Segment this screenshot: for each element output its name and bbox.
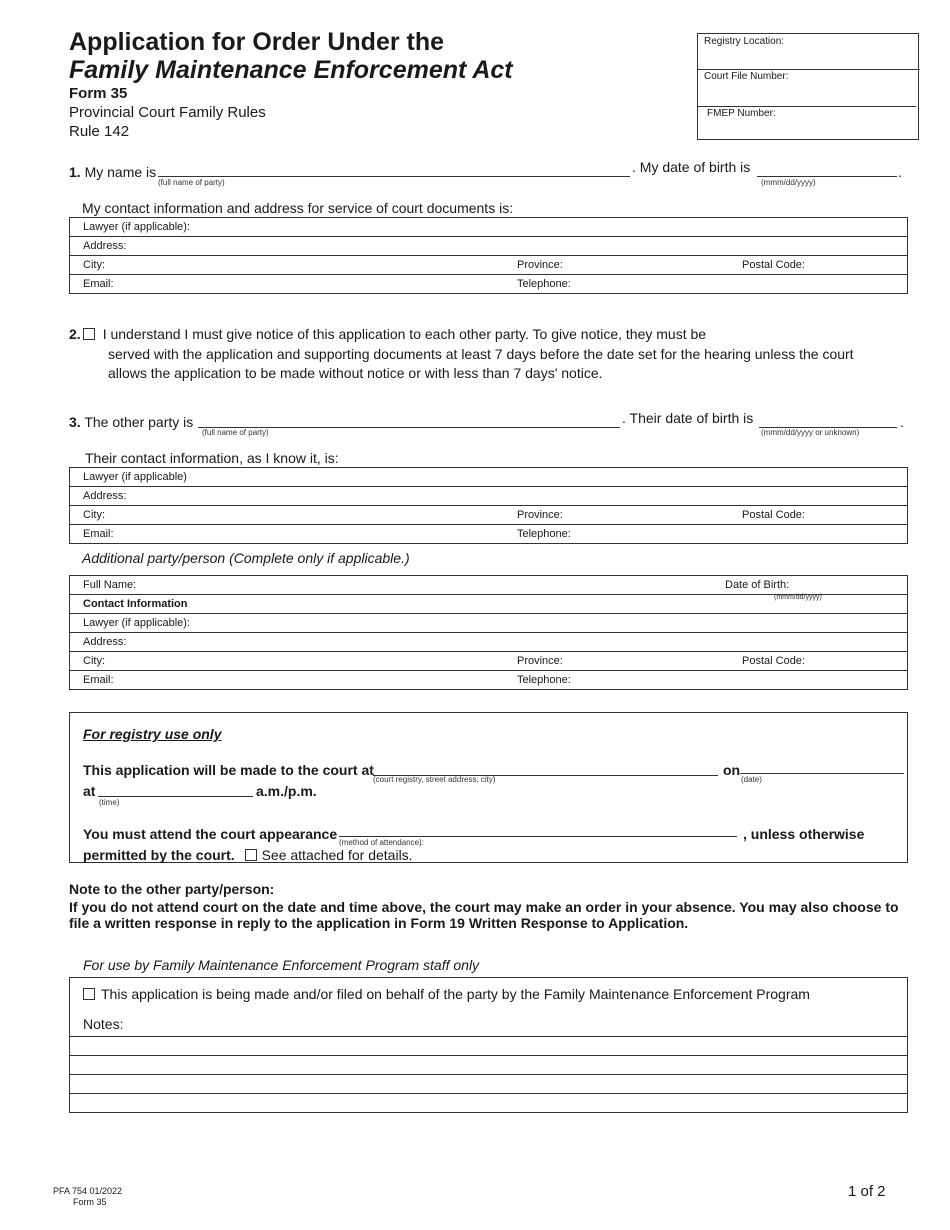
other-dob-end: . [900,414,904,430]
dob-end: . [898,164,902,180]
additional-email-field[interactable] [70,671,505,690]
full-name-label: Full Name: [83,579,137,591]
fmep-number-field[interactable] [698,108,918,119]
party-contact-table [69,217,908,294]
other-postal-code-field[interactable] [729,506,908,525]
address-label: Address: [83,636,127,648]
notes-line-2[interactable] [69,1055,908,1056]
additional-dob-field[interactable] [725,576,908,595]
ampm-label: a.m./p.m. [256,783,317,799]
city-field[interactable] [70,256,505,275]
additional-dob-hint: (mmm/dd/yyyy) [774,594,822,601]
registry-location-label: Registry Location: [704,36,785,47]
court-file-number-label: Court File Number: [704,71,789,82]
hearing-time-hint: (time) [99,798,120,807]
unless-label: , unless otherwise [743,826,865,842]
permitted-line [83,847,413,863]
notice-checkbox[interactable] [83,328,95,340]
city-label: City: [83,509,105,521]
telephone-label: Telephone: [517,278,571,290]
rules-name: Provincial Court Family Rules [69,104,266,121]
court-prefix: This application will be made to the court at [83,762,374,778]
lawyer-label: Lawyer (if applicable) [83,471,187,483]
permitted-label: permitted by the court. [83,847,235,863]
hearing-time-input[interactable] [98,796,253,797]
rules-info [69,103,266,141]
party-dob-hint: (mmm/dd/yyyy) [761,178,816,187]
rule-number: Rule 142 [69,123,130,140]
form-title-line1: Application for Order Under the [69,28,445,56]
other-city-field[interactable] [70,506,505,525]
other-party-contact-table [69,467,908,544]
other-party-dob-hint: (mmm/dd/yyyy or unknown) [761,428,860,437]
city-label: City: [83,259,105,271]
note-line1: If you do not attend court on the date and time above, the court may make an order in your absence. You may also choose to [69,899,899,915]
attend-prefix: You must attend the court appearance [83,826,338,842]
other-telephone-field[interactable] [504,525,908,544]
notes-line-4[interactable] [69,1093,908,1094]
registry-use-heading: For registry use only [83,726,222,742]
section2-line1: 2. I understand I must give notice of this application to each other party. To give notice, they must be [69,326,707,342]
see-attached-label: See attached for details. [261,847,413,863]
hearing-date-input[interactable] [740,773,904,774]
other-contact-intro: Their contact information, as I know it, is: [85,450,339,466]
party-dob-input[interactable] [757,176,897,177]
other-province-field[interactable] [504,506,729,525]
fmep-checkbox-row [83,986,810,1002]
email-label: Email: [83,674,114,686]
other-address-field[interactable] [70,487,908,506]
additional-party-heading: Additional party/person (Complete only if applicable.) [82,550,410,566]
note-line2: file a written response in reply to the application in Form 19 Written Response to Application. [69,915,689,931]
registry-box [697,33,919,140]
at-label: at [83,783,96,799]
postal-code-label: Postal Code: [742,509,805,521]
email-label: Email: [83,528,114,540]
telephone-label: Telephone: [517,674,571,686]
attendance-method-input[interactable] [339,836,737,837]
additional-province-field[interactable] [504,652,729,671]
email-label: Email: [83,278,114,290]
attendance-method-hint: (method of attendance): [339,838,424,847]
fmep-checkbox-label: This application is being made and/or filed on behalf of the party by the Family Maintenance Enforcement Program [101,986,810,1002]
form-title-line2: Family Maintenance Enforcement Act [69,56,513,84]
postal-code-label: Postal Code: [742,655,805,667]
registry-location-field[interactable] [698,36,918,47]
lawyer-field[interactable] [70,218,908,237]
province-label: Province: [517,655,563,667]
postal-code-label: Postal Code: [742,259,805,271]
other-party-name-hint: (full name of party) [202,428,269,437]
contact-information-row [70,595,908,614]
footer-form: Form 35 [73,1197,107,1207]
postal-code-field[interactable] [729,256,908,275]
court-location-hint: (court registry, street address, city) [373,775,496,784]
other-lawyer-field[interactable] [70,468,908,487]
section2-line3: allows the application to be made without notice or with less than 7 days' notice. [108,365,603,381]
party-name-input[interactable] [158,176,630,177]
additional-city-field[interactable] [70,652,505,671]
other-dob-prefix: . Their date of birth is [622,410,754,426]
dob-prefix: . My date of birth is [632,159,751,175]
court-file-number-field[interactable] [698,71,918,82]
notes-line-1[interactable] [69,1036,908,1037]
fmep-checkbox[interactable] [83,988,95,1000]
see-attached-checkbox[interactable] [245,849,257,861]
province-field[interactable] [504,256,729,275]
footer-code-block [53,1186,122,1208]
section2-line2: served with the application and supporting documents at least 7 days before the date set for the hearing unless the court [108,346,854,362]
city-label: City: [83,655,105,667]
divider [698,69,920,70]
telephone-label: Telephone: [517,528,571,540]
page-number: 1 of 2 [848,1183,886,1200]
party-name-hint: (full name of party) [158,178,225,187]
on-label: on [723,762,741,778]
fmep-number-label: FMEP Number: [707,108,776,119]
section3-party-prefix: 3. The other party is [69,414,194,430]
address-label: Address: [83,490,127,502]
additional-full-name-field[interactable] [70,576,730,595]
notes-line-3[interactable] [69,1074,908,1075]
province-label: Province: [517,509,563,521]
divider [698,106,916,107]
contact-intro: My contact information and address for service of court documents is: [82,200,514,216]
dob-label: Date of Birth: [725,579,790,591]
note-heading: Note to the other party/person: [69,881,275,897]
additional-address-field[interactable] [70,633,908,652]
lawyer-label: Lawyer (if applicable): [83,617,190,629]
footer-code: PFA 754 01/2022 [53,1186,123,1196]
address-field[interactable] [70,237,908,256]
additional-postal-code-field[interactable] [729,652,908,671]
fmep-heading: For use by Family Maintenance Enforcement Program staff only [83,957,480,973]
additional-lawyer-field[interactable] [70,614,908,633]
section1-name-prefix: 1. My name is [69,164,157,180]
telephone-field[interactable] [504,275,908,294]
additional-party-table [69,575,908,690]
hearing-date-hint: (date) [741,775,762,784]
address-label: Address: [83,240,127,252]
other-email-field[interactable] [70,525,505,544]
email-field[interactable] [70,275,505,294]
form-number: Form 35 [69,85,128,102]
notes-label: Notes: [83,1016,124,1032]
additional-telephone-field[interactable] [504,671,908,690]
contact-information-label: Contact Information [83,598,188,610]
lawyer-label: Lawyer (if applicable): [83,221,190,233]
province-label: Province: [517,259,563,271]
